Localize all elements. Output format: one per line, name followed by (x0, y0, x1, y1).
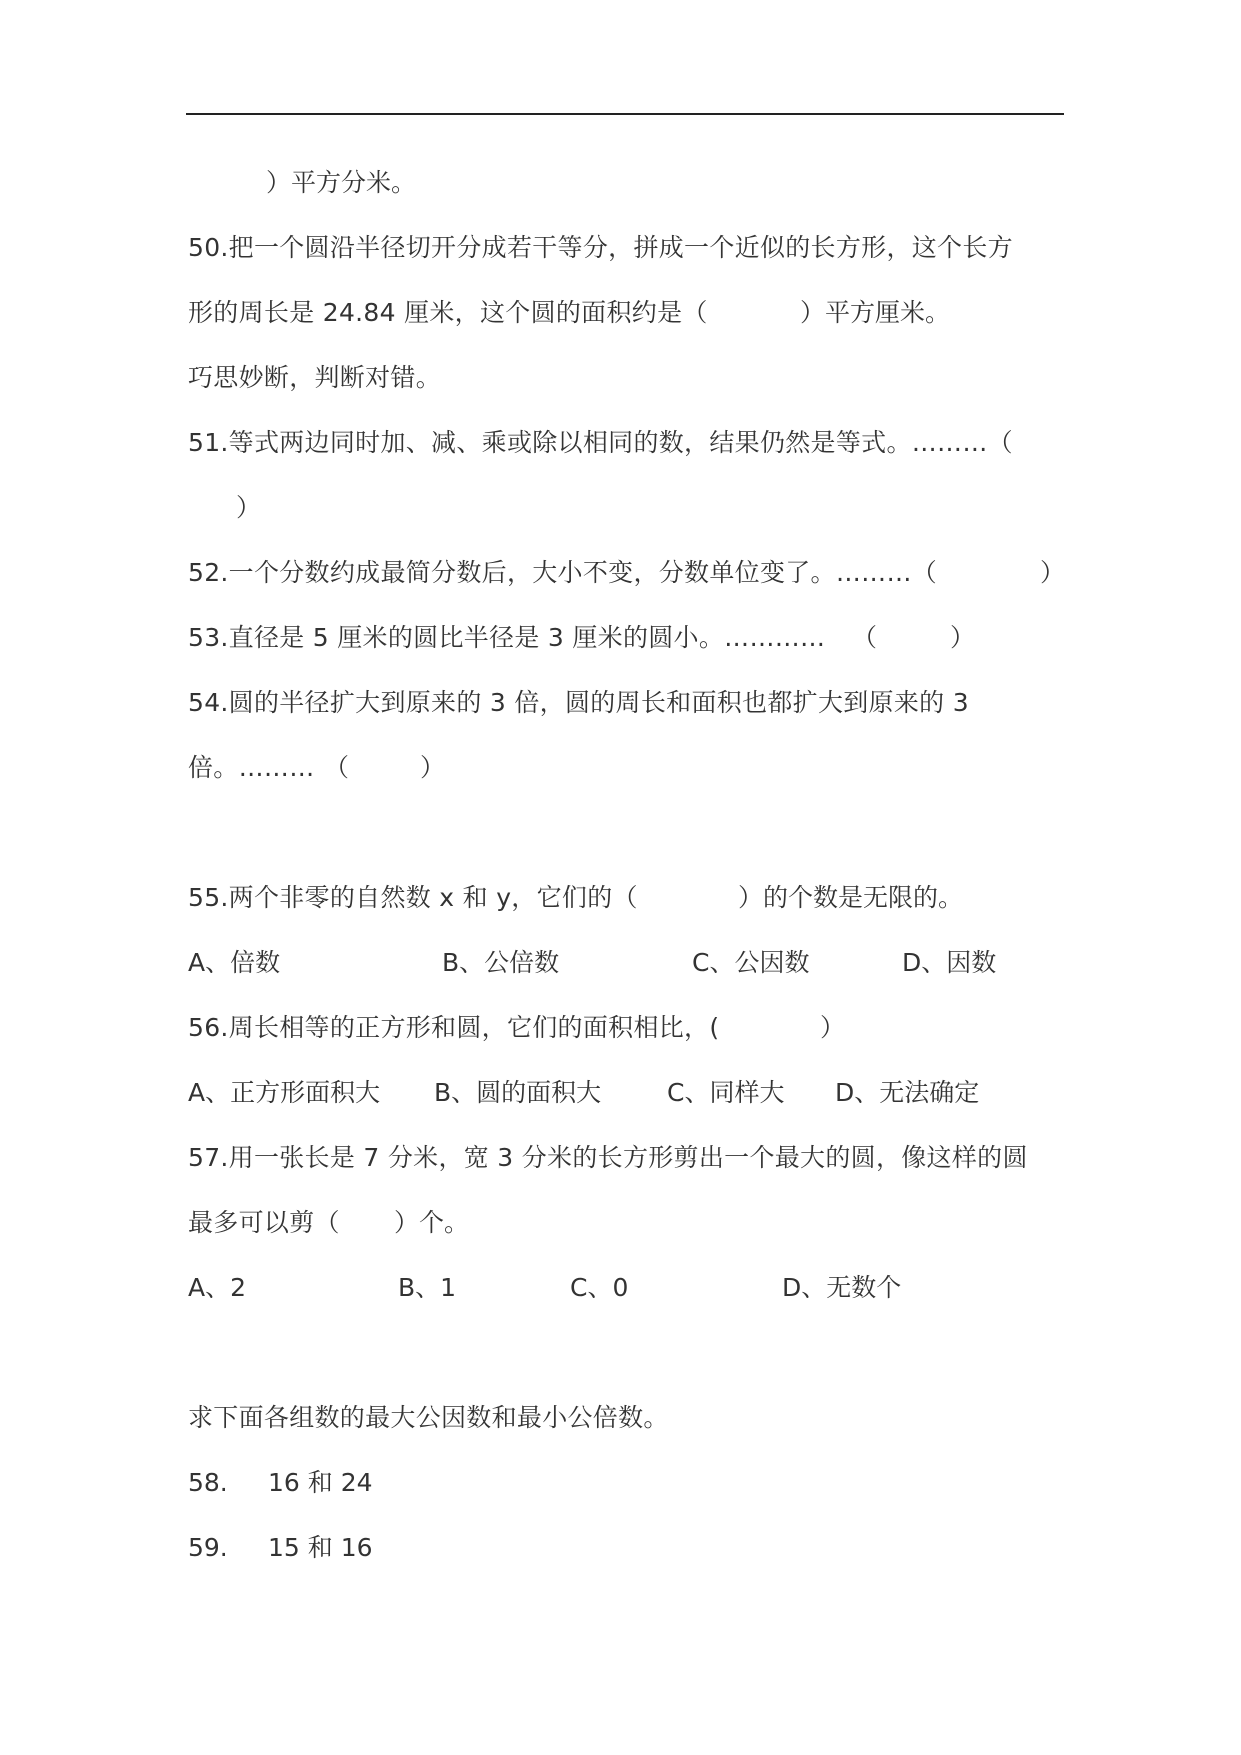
q56-option-b: B、圆的面积大 (434, 1078, 602, 1107)
q56-close-paren: ） (820, 1013, 846, 1042)
q50-line-1: 50.把一个圆沿半径切开分成若干等分，拼成一个近似的长方形，这个长方 (188, 233, 1013, 262)
q52-close-paren: ） (1040, 558, 1066, 587)
q53-open-paren: （ (852, 623, 878, 652)
q55-option-c: C、公因数 (692, 948, 810, 977)
q51-close-paren: ） (236, 493, 262, 522)
q54-open-paren: （ (324, 753, 350, 782)
q55-option-b: B、公倍数 (442, 948, 560, 977)
q55-tail: ）的个数是无限的。 (738, 883, 964, 912)
q55-option-a: A、倍数 (188, 948, 281, 977)
q54-close-paren: ） (420, 753, 446, 782)
header-rule (186, 113, 1064, 115)
q51-line-1: 51.等式两边同时加、减、乘或除以相同的数，结果仍然是等式。………（ (188, 428, 1013, 457)
q50-line-2: 形的周长是 24.84 厘米，这个圆的面积约是（ (188, 298, 708, 327)
q58-number: 58. (188, 1468, 228, 1497)
section-judge-heading: 巧思妙断，判断对错。 (188, 363, 442, 392)
q50-line-2-tail: ）平方厘米。 (800, 298, 951, 327)
q57-line-2: 最多可以剪（ (188, 1208, 340, 1237)
q56-option-a: A、正方形面积大 (188, 1078, 381, 1107)
q54-line-2: 倍。……… (188, 753, 315, 782)
q55-option-d: D、因数 (902, 948, 997, 977)
q56-option-c: C、同样大 (667, 1078, 785, 1107)
q57-option-a: A、2 (188, 1273, 247, 1302)
section-gcd-heading: 求下面各组数的最大公因数和最小公倍数。 (188, 1403, 669, 1432)
q55-text: 55.两个非零的自然数 x 和 y，它们的（ (188, 883, 638, 912)
q57-line-2-tail: ）个。 (394, 1208, 470, 1237)
q54-line-1: 54.圆的半径扩大到原来的 3 倍，圆的周长和面积也都扩大到原来的 3 (188, 688, 969, 717)
q57-option-b: B、1 (398, 1273, 457, 1302)
q52-text: 52.一个分数约成最简分数后，大小不变，分数单位变了。………（ (188, 558, 938, 587)
q56-text: 56.周长相等的正方形和圆，它们的面积相比，( (188, 1013, 720, 1042)
q59-number: 59. (188, 1533, 228, 1562)
q49-continuation: ）平方分米。 (266, 168, 417, 197)
q57-option-c: C、0 (570, 1273, 629, 1302)
q56-option-d: D、无法确定 (835, 1078, 980, 1107)
q53-text: 53.直径是 5 厘米的圆比半径是 3 厘米的圆小。………… (188, 623, 826, 652)
q59-text: 15 和 16 (268, 1533, 373, 1562)
q53-close-paren: ） (950, 623, 976, 652)
q57-line-1: 57.用一张长是 7 分米，宽 3 分米的长方形剪出一个最大的圆，像这样的圆 (188, 1143, 1028, 1172)
q58-text: 16 和 24 (268, 1468, 373, 1497)
q57-option-d: D、无数个 (782, 1273, 902, 1302)
